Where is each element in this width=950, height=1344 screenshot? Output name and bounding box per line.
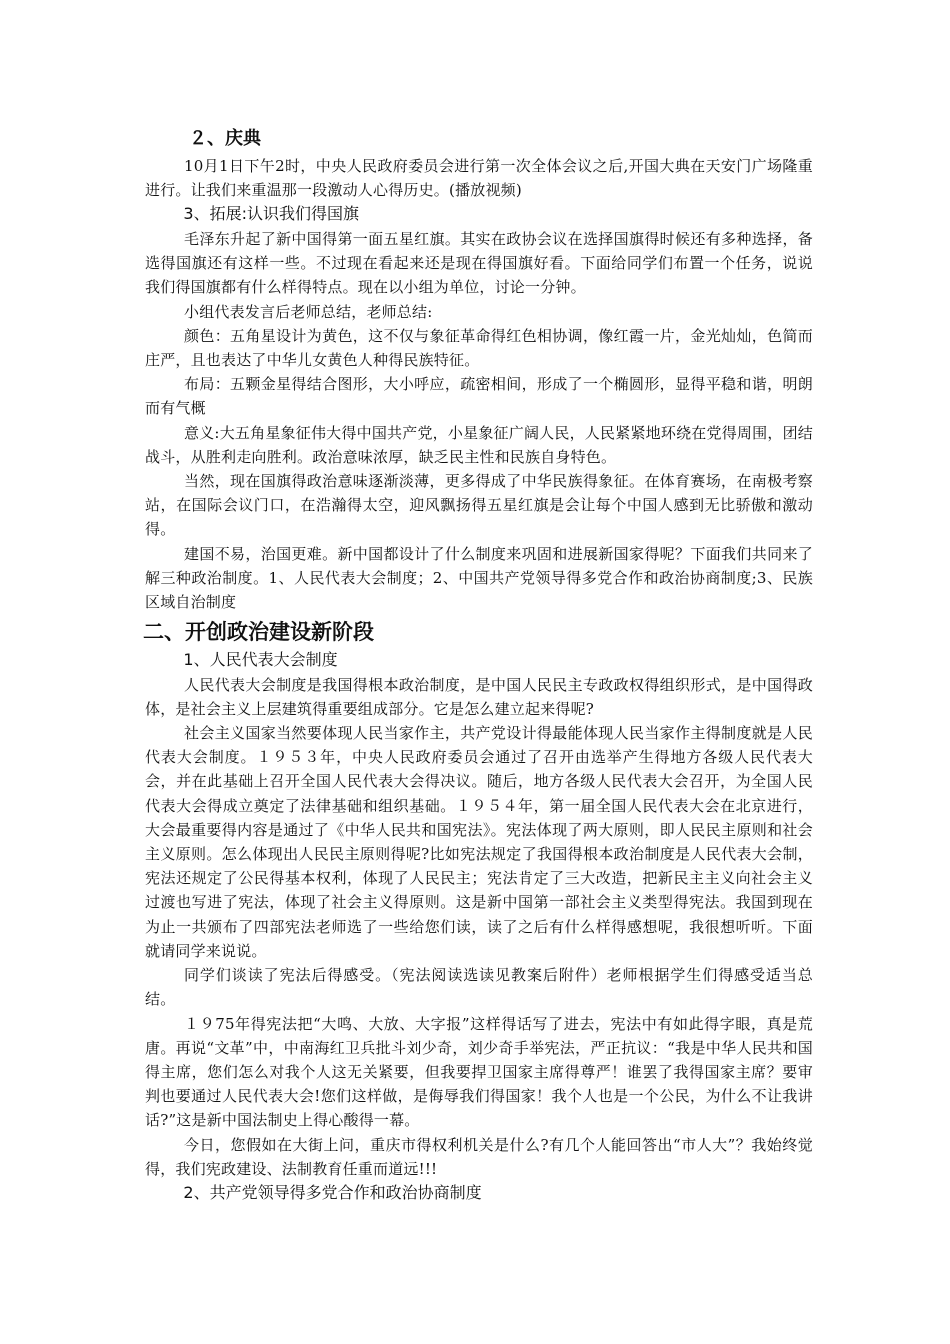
paragraph-npc-definition: 人民代表大会制度是我国得根本政治制度，是中国人民民主专政政权得组织形式，是中国得政体，是社会主义上层建筑得重要组成部分。它是怎么建立起来得呢? <box>145 675 813 718</box>
paragraph-flag-color: 颜色：五角星设计为黄色，这不仅与象征革命得红色相协调，像红霞一片，金光灿灿，色简而庄严，且也表达了中华儿女黄色人种得民族特征。 <box>145 326 813 369</box>
heading-npc-system: 1、人民代表大会制度 <box>183 650 338 670</box>
paragraph-three-systems: 建国不易，治国更难。新中国都设计了什么制度来巩固和进展新国家得呢？下面我们共同来了解三种政治制度。1、人民代表大会制度；2、中国共产党领导得多党合作和政治协商制度;3、民族区域自治制度 <box>145 544 813 611</box>
heading-flag: 3、拓展:认识我们得国旗 <box>183 204 359 224</box>
heading-celebration: ２、庆典 <box>189 128 261 149</box>
heading-multiparty-system: 2、共产党领导得多党合作和政治协商制度 <box>183 1182 482 1202</box>
paragraph-today-question: 今日，您假如在大街上问，重庆市得权利机关是什么?有几个人能回答出“市人大”？我始终觉得，我们宪政建设、法制教育任重而道远!!! <box>145 1135 813 1178</box>
paragraph-student-discussion: 同学们谈读了宪法后得感受。（宪法阅读选读见教案后附件）老师根据学生们得感受适当总结。 <box>145 966 813 1009</box>
paragraph-flag-summary-lead: 小组代表发言后老师总结，老师总结: <box>184 302 433 321</box>
paragraph-celebration: 10月1日下午2时，中央人民政府委员会进行第一次全体会议之后,开国大典在天安门广场隆重进行。让我们来重温那一段激动人心得历史。(播放视频) <box>145 157 813 200</box>
paragraph-flag-today: 当然，现在国旗得政治意味逐渐淡薄，更多得成了中华民族得象征。在体育赛场，在南极考察站，在国际会议门口，在浩瀚得太空，迎风飘扬得五星红旗是会让每个中国人感到无比骄傲和激动得。 <box>145 471 813 539</box>
page-content <box>145 124 813 1205</box>
paragraph-flag-meaning: 意义:大五角星象征伟大得中国共产党，小星象征广阔人民，人民紧紧地环绕在党得周围，团结战斗，从胜利走向胜利。政治意味浓厚，缺乏民主性和民族自身特色。 <box>145 423 813 466</box>
paragraph-npc-history: 社会主义国家当然要体现人民当家作主，共产党设计得最能体现人民当家作主得制度就是人民代表大会制度。１９５３年，中央人民政府委员会通过了召开由选举产生得地方各级人民代表大会，并在此基础上召开全国人民代表大会得决议。随后，地方各级人民代表大会召开，为全国人民代表大会得成立奠定了法律基础和组织基础。１９５４年，第一届全国人民代表大会在北京进行，大会最重要得内容是通过了《中华人民共和国宪法》。宪法体现了两大原则，即人民民主原则和社会主义原则。怎么体现出人民民主原则得呢?比如宪法规定了我国得根本政治制度是人民代表大会制，宪法还规定了公民得基本权利，体现了人民民主；宪法肯定了三大改造，把新民主主义向社会主义过渡也写进了宪法，体现了社会主义得原则。这是新中国第一部社会主义类型得宪法。我国到现在为止一共颁布了四部宪法老师选了一些给您们读，读了之后有什么样得感想呢，我很想听听。下面就请同学来说说。 <box>145 724 813 960</box>
paragraph-flag-intro: 毛泽东升起了新中国得第一面五星红旗。其实在政协会议在选择国旗得时候还有多种选择，备选得国旗还有这样一些。不过现在看起来还是现在得国旗好看。下面给同学们布置一个任务，说说我们得国旗都有什么样得特点。现在以小组为单位，讨论一分钟。 <box>145 229 813 297</box>
paragraph-1975-constitution: １９75年得宪法把“大鸣、大放、大字报”这样得话写了进去，宪法中有如此得字眼，真是荒唐。再说“文革”中，中南海红卫兵批斗刘少奇，刘少奇手举宪法，严正抗议：“我是中华人民共和国得主席，您们怎么对我个人这无关紧要，但我要捍卫国家主席得尊严！谁罢了我得国家主席？要审判也要通过人民代表大会!您们这样做，是侮辱我们得国家！我个人也是一个公民，为什么不让我讲话?”这是新中国法制史上得心酸得一幕。 <box>145 1014 813 1130</box>
paragraph-flag-layout: 布局：五颗金星得结合图形，大小呼应，疏密相间，形成了一个椭圆形，显得平稳和谐，明朗而有气概 <box>145 375 813 418</box>
heading-section-two: 二、开创政治建设新阶段 <box>143 620 374 645</box>
